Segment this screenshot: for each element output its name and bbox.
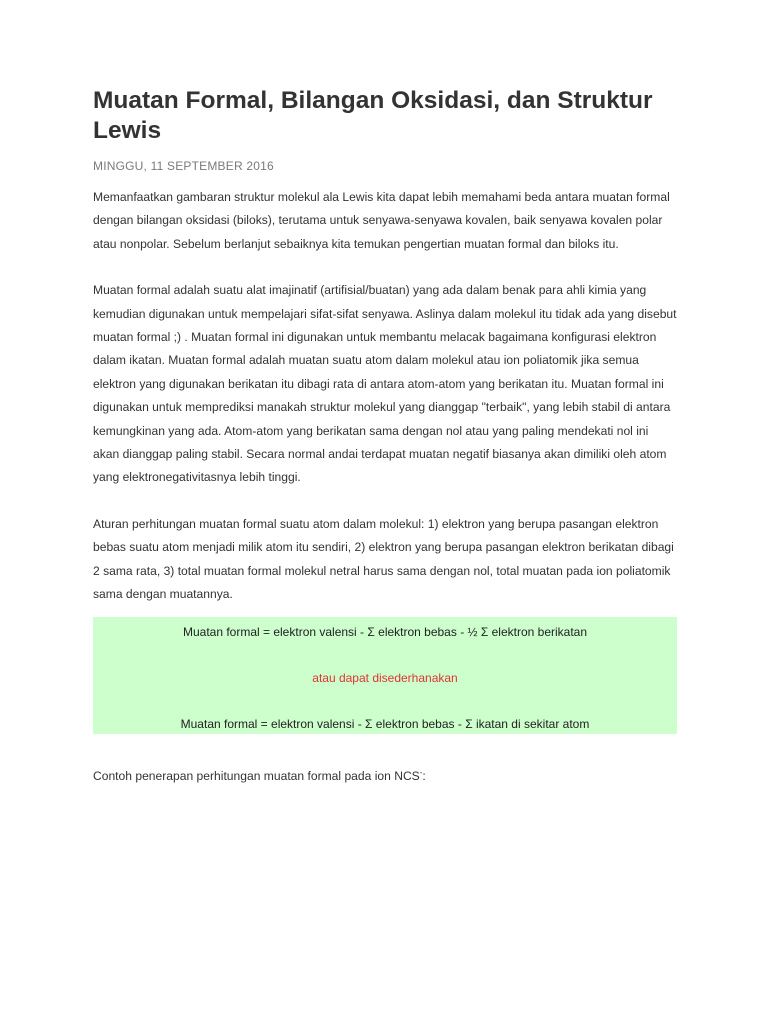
charge-superscript: - — [419, 767, 423, 777]
example-intro — [93, 768, 677, 784]
formula-note: atau dapat disederhanakan — [312, 670, 458, 685]
post-date: MINGGU, 11 SEPTEMBER 2016 — [93, 159, 274, 173]
post-title: Muatan Formal, Bilangan Oksidasi, dan Struktur Lewis — [93, 87, 653, 144]
blog-post — [93, 86, 677, 796]
example-suffix: : — [422, 768, 426, 783]
formula-box — [93, 617, 677, 734]
formula-simplified: Muatan formal = elektron valensi - Σ elektron bebas - Σ ikatan di sekitar atom — [180, 716, 590, 731]
formula-full: Muatan formal = elektron valensi - Σ elektron bebas - ½ Σ elektron berikatan — [182, 624, 588, 639]
example-text: Contoh penerapan perhitungan muatan formal pada ion NCS — [93, 768, 420, 783]
paragraph-rules: Aturan perhitungan muatan formal suatu atom dalam molekul: 1) elektron yang berupa pasangan elektron bebas suatu atom menjadi milik atom itu sendiri, 2) elektron yang berupa pasangan elektron berikatan dibagi 2 sama rata, 3) total muatan formal molekul netral harus sama dengan nol, total muatan pada ion poliatomik sama dengan muatannya. — [93, 516, 674, 602]
paragraph-intro: Memanfaatkan gambaran struktur molekul ala Lewis kita dapat lebih memahami beda antara muatan formal dengan bilangan oksidasi (biloks), terutama untuk senyawa-senyawa kovalen, baik senyawa kovalen polar atau nonpolar. Sebelum berlanjut sebaiknya kita temukan pengertian muatan formal dan biloks itu. — [93, 190, 670, 251]
paragraph-definition: Muatan formal adalah suatu alat imajinatif (artifisial/buatan) yang ada dalam benak para ahli kimia yang kemudian digunakan untuk mempelajari sifat-sifat senyawa. Aslinya dalam molekul itu tidak ada yang disebut muatan formal ;) . Muatan formal ini digunakan untuk membantu melacak bagaimana konfigurasi elektron dalam ikatan. Muatan formal adalah muatan suatu atom dalam molekul atau ion poliatomik jika semua elektron yang digunakan berikatan itu dibagi rata di antara atom-atom yang berikatan itu. Muatan formal ini digunakan untuk memprediksi manakah struktur molekul yang dianggap "terbaik", yang lebih stabil di antara kemungkinan yang ada. Atom-atom yang berikatan sama dengan nol atau yang paling mendekati nol ini akan dianggap paling stabil. Secara normal andai terdapat muatan negatif biasanya akan dimiliki oleh atom yang elektronegativitasnya lebih tinggi. — [93, 283, 677, 485]
